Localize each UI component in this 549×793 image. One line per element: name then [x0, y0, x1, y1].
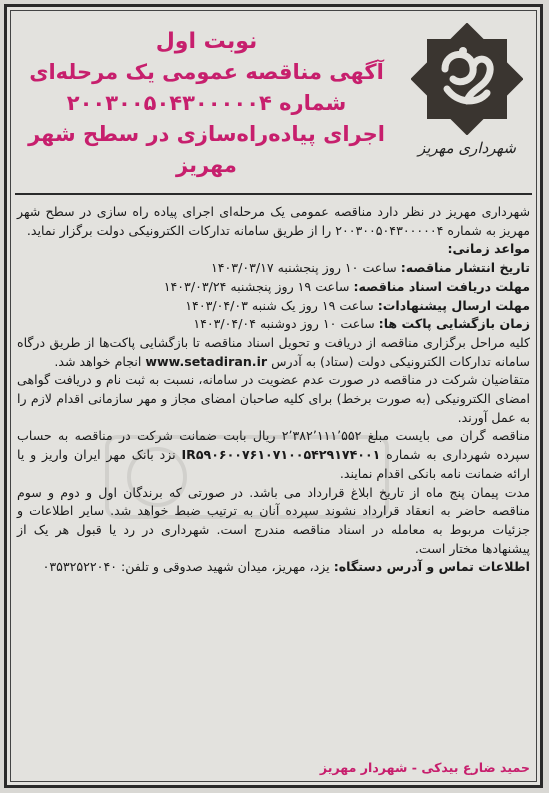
contact-line [17, 558, 530, 577]
announcement-round: نوبت اول [155, 29, 258, 54]
schedule-label: تاریخ انتشار مناقصه: [400, 260, 530, 276]
schedule-label: زمان بازگشایی پاکت ها: [378, 316, 530, 332]
tender-number: شماره ۲۰۰۳۰۰۵۰۴۳۰۰۰۰۰۴ [66, 91, 347, 115]
announcement-title: آگهی مناقصه عمومی یک مرحله‌ای [29, 60, 384, 84]
tender-subject: اجرای پیاده‌راه‌سازی در سطح شهر مهریز [28, 122, 385, 177]
municipality-logo [406, 23, 528, 183]
schedule-item [17, 259, 530, 278]
process-text-end: انجام خواهد شد. [54, 353, 142, 369]
schedule-heading: مواعد زمانی: [447, 241, 530, 257]
advertisement-page [4, 4, 543, 788]
title-block [19, 27, 394, 181]
setad-url-link[interactable]: www.setadiran.ir [145, 353, 268, 369]
schedule-value: ساعت ۱۹ روز پنجشنبه ۱۴۰۳/۰۳/۲۴ [163, 278, 350, 294]
signature: حمید ضارع بیدکی - شهردار مهریز [319, 760, 530, 775]
schedule-label: مهلت دریافت اسناد مناقصه: [353, 278, 530, 294]
schedule-label: مهلت ارسال پیشنهادات: [377, 297, 530, 313]
logo-caption: شهرداری مهریز [417, 139, 517, 157]
schedule-value: ساعت ۱۰ روز پنجشنبه ۱۴۰۳/۰۳/۱۷ [211, 260, 397, 276]
schedule-item [17, 278, 530, 297]
process-paragraph [17, 334, 530, 371]
guarantee-paragraph [17, 427, 530, 483]
contact-label: اطلاعات تماس و آدرس دستگاه: [333, 559, 530, 575]
contract-paragraph: مدت پیمان پنج ماه از تاریخ ابلاغ قرارداد می باشد. در صورتی که برندگان اول و دوم و سوم مناقصه حاضر به انعقاد قرارداد نشوند سپرده آنان به ترتیب ضبط خواهد شد. سایر اطلاعات و جزئیات مربوط به معامله در اسناد مناقصه مندرج است. شهرداری در رد یا قبول هر یک از پیشنهادها مختار است. [17, 484, 530, 556]
contact-value: یزد، مهریز، میدان شهید صدوقی و تلفن: ۰۳۵۳۲۵۲۲۰۴۰ [42, 559, 330, 575]
schedule-item [17, 297, 530, 316]
announcement-body [17, 203, 530, 577]
schedule-item [17, 315, 530, 334]
schedule-value: ساعت ۱۹ روز یک شنبه ۱۴۰۳/۰۴/۰۳ [185, 297, 374, 313]
account-iban: IR۵۹۰۶۰۰۷۶۱۰۷۱۰۰۵۴۲۹۱۷۴۰۰۱ [181, 447, 381, 463]
schedule-value: ساعت ۱۰ روز دوشنبه ۱۴۰۳/۰۴/۰۴ [193, 316, 375, 332]
header-divider [15, 193, 532, 195]
applicants-paragraph: متقاضیان شرکت در مناقصه در صورت عدم عضویت در سامانه، نسبت به ثبت نام و دریافت گواهی امضای الکترونیکی (به صورت برخط) برای کلیه صاحبان امضای مجاز و مهر سازمانی اقدام لازم را به عمل آورند. [17, 372, 530, 425]
guarantee-text-end: نزد بانک مهر ایران واریز و یا ارائه ضمانت نامه بانکی اقدام نمایند. [17, 447, 530, 481]
process-text: کلیه مراحل برگزاری مناقصه از دریافت و تحویل اسناد مناقصه تا بازگشایی پاکت‌ها از طریق درگاه سامانه تدارکات الکترونیکی دولت (ستاد) به آدرس [17, 334, 530, 369]
guarantee-text: مناقصه گران می بایست مبلغ ۲٬۳۸۲٬۱۱۱٬۵۵۲ ریال بابت ضمانت شرکت در مناقصه به حساب سپرده شهرداری به شماره [17, 428, 530, 463]
intro-paragraph: شهرداری مهریز در نظر دارد مناقصه عمومی یک مرحله‌ای اجرای پیاده راه سازی در سطح شهر مهریز به شماره ۲۰۰۳۰۰۵۰۴۳۰۰۰۰۰۴ را از طریق سامانه تدارکات الکترونیکی دولت برگزار نماید. [17, 204, 530, 238]
header [13, 13, 534, 191]
logo-emblem-icon [411, 23, 523, 135]
